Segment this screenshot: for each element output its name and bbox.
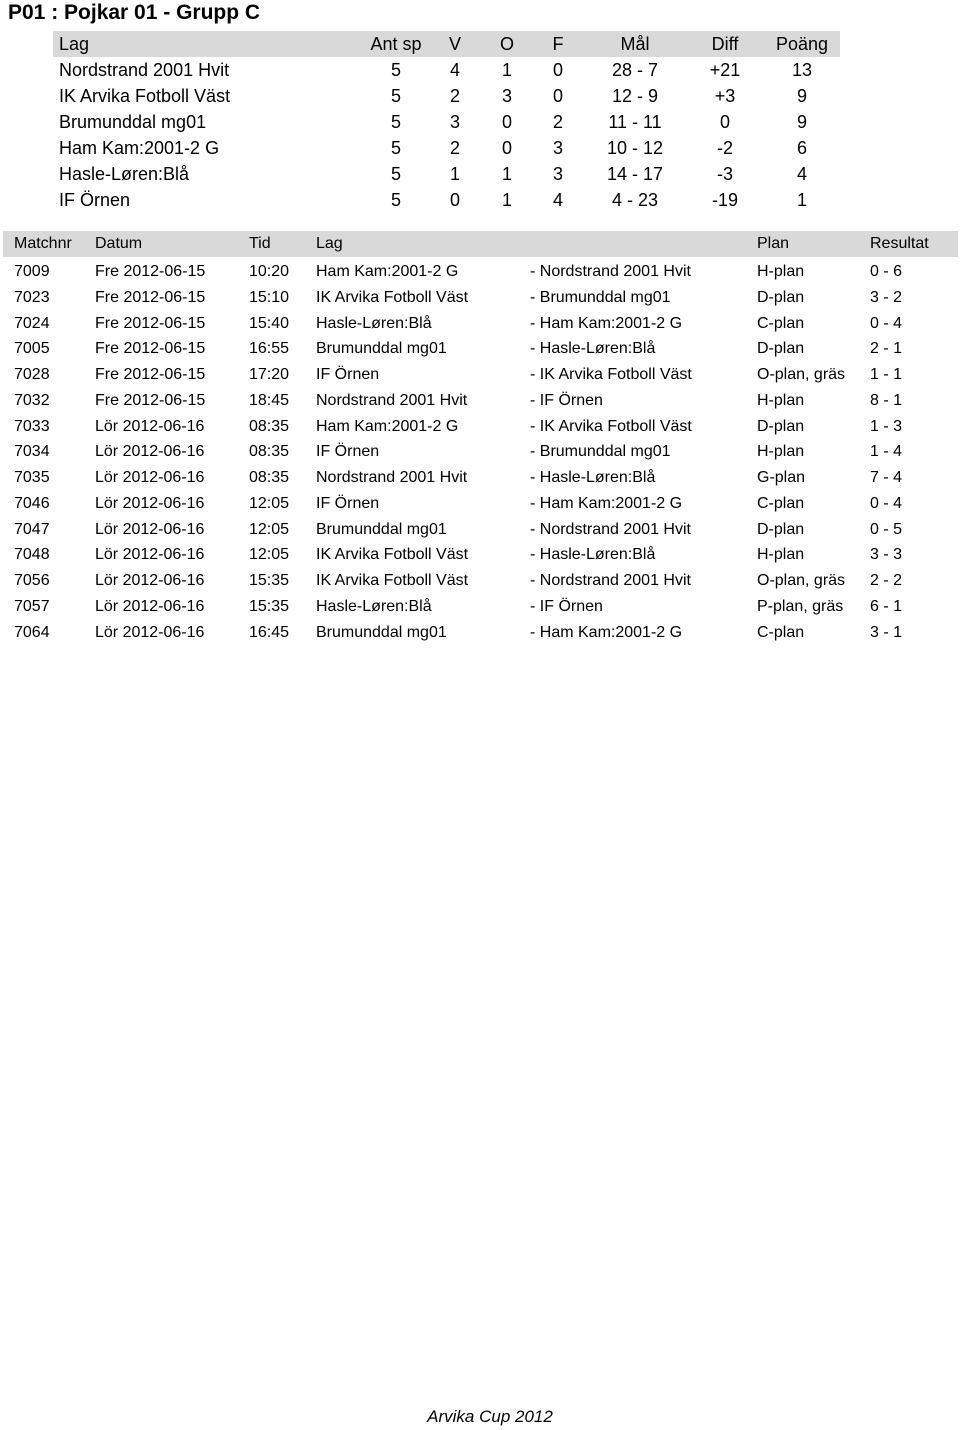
match-cell-away: - Nordstrand 2001 Hvit xyxy=(530,572,691,589)
match-cell-home: Hasle-Løren:Blå xyxy=(316,314,432,332)
match-cell-resultat: 0 - 6 xyxy=(870,263,903,280)
match-cell-datum: Lör 2012-06-16 xyxy=(95,572,205,589)
standings-cell-mal: 10 - 12 xyxy=(606,138,664,158)
match-cell-plan: G-plan xyxy=(757,469,806,486)
match-cell-tid: 12:05 xyxy=(249,520,290,538)
match-cell-resultat: 0 - 5 xyxy=(870,520,903,538)
match-cell-tid: 15:40 xyxy=(249,314,290,332)
match-cell-datum: Lör 2012-06-16 xyxy=(95,443,205,461)
match-cell-datum: Fre 2012-06-15 xyxy=(95,314,206,332)
match-cell-datum: Lör 2012-06-16 xyxy=(95,623,205,641)
match-cell-away: - Nordstrand 2001 Hvit xyxy=(530,263,691,280)
standings-cell-v: 2 xyxy=(449,86,460,106)
standings-cell-poang: 9 xyxy=(796,86,807,106)
match-cell-datum: Fre 2012-06-15 xyxy=(95,288,206,306)
standings-cell-poang: 4 xyxy=(796,164,807,184)
standings-cell-o: 3 xyxy=(501,86,512,106)
match-cell-matchnr: 7048 xyxy=(14,546,50,564)
standings-cell-v: 0 xyxy=(449,190,460,210)
standings-header-ant_sp: Ant sp xyxy=(370,34,422,54)
match-cell-resultat: 3 - 3 xyxy=(870,546,903,564)
match-cell-resultat: 2 - 1 xyxy=(870,340,903,358)
match-cell-home: Brumunddal mg01 xyxy=(316,340,447,358)
match-cell-away: - IF Örnen xyxy=(530,391,603,409)
match-cell-home: Ham Kam:2001-2 G xyxy=(316,417,459,435)
match-cell-tid: 08:35 xyxy=(249,469,290,486)
matches-header-resultat: Resultat xyxy=(870,235,929,252)
match-cell-resultat: 1 - 4 xyxy=(870,443,903,461)
match-cell-plan: C-plan xyxy=(757,494,805,512)
match-cell-plan: D-plan xyxy=(757,288,805,306)
match-cell-plan: D-plan xyxy=(757,417,805,435)
match-cell-away: - Hasle-Løren:Blå xyxy=(530,340,656,358)
match-cell-home: Brumunddal mg01 xyxy=(316,520,447,538)
standings-cell-ant_sp: 5 xyxy=(390,112,401,132)
standings-cell-ant_sp: 5 xyxy=(390,60,401,80)
match-cell-away: - IK Arvika Fotboll Väst xyxy=(530,417,692,435)
match-cell-matchnr: 7024 xyxy=(14,314,50,332)
match-cell-resultat: 2 - 2 xyxy=(870,572,903,589)
match-cell-matchnr: 7046 xyxy=(14,494,50,512)
standings-cell-mal: 28 - 7 xyxy=(611,60,659,80)
standings-cell-o: 1 xyxy=(501,190,512,210)
match-cell-home: IK Arvika Fotboll Väst xyxy=(316,288,469,306)
match-cell-resultat: 1 - 3 xyxy=(870,417,903,435)
match-cell-away: - Brumunddal mg01 xyxy=(530,288,671,306)
match-cell-tid: 15:35 xyxy=(249,572,290,589)
match-cell-tid: 08:35 xyxy=(249,417,290,435)
match-cell-resultat: 0 - 4 xyxy=(870,494,903,512)
matches-header-tid: Tid xyxy=(249,235,271,252)
standings-cell-diff: -2 xyxy=(716,138,733,158)
match-cell-home: Ham Kam:2001-2 G xyxy=(316,263,459,280)
standings-cell-ant_sp: 5 xyxy=(390,190,401,210)
match-cell-home: IF Örnen xyxy=(316,494,380,512)
match-cell-tid: 15:10 xyxy=(249,288,290,306)
standings-cell-lag: Nordstrand 2001 Hvit xyxy=(59,60,230,80)
standings-cell-poang: 13 xyxy=(791,60,813,80)
match-cell-plan: O-plan, gräs xyxy=(757,366,846,383)
match-cell-matchnr: 7033 xyxy=(14,417,50,435)
match-cell-resultat: 6 - 1 xyxy=(870,597,903,615)
match-cell-datum: Lör 2012-06-16 xyxy=(95,520,205,538)
page-title: P01 : Pojkar 01 - Grupp C xyxy=(8,1,261,24)
standings-cell-mal: 14 - 17 xyxy=(606,164,664,184)
match-cell-plan: H-plan xyxy=(757,391,805,409)
standings-cell-diff: +21 xyxy=(709,60,741,80)
match-cell-matchnr: 7057 xyxy=(14,597,50,615)
match-cell-away: - Hasle-Løren:Blå xyxy=(530,546,656,564)
match-cell-matchnr: 7028 xyxy=(14,366,50,383)
standings-cell-f: 4 xyxy=(552,190,563,210)
standings-cell-lag: Hasle-Løren:Blå xyxy=(59,164,190,184)
match-cell-datum: Fre 2012-06-15 xyxy=(95,366,206,383)
match-cell-away: - Ham Kam:2001-2 G xyxy=(530,494,683,512)
match-cell-home: IK Arvika Fotboll Väst xyxy=(316,546,469,564)
matches-header-datum: Datum xyxy=(95,235,143,252)
standings-cell-ant_sp: 5 xyxy=(390,164,401,184)
standings-cell-lag: IK Arvika Fotboll Väst xyxy=(59,86,231,106)
standings-header-diff: Diff xyxy=(711,34,739,54)
standings-cell-ant_sp: 5 xyxy=(390,86,401,106)
match-cell-plan: D-plan xyxy=(757,520,805,538)
match-cell-datum: Fre 2012-06-15 xyxy=(95,340,206,358)
standings-cell-f: 0 xyxy=(552,60,563,80)
standings-cell-o: 0 xyxy=(501,112,512,132)
standings-cell-f: 2 xyxy=(552,112,563,132)
match-cell-datum: Fre 2012-06-15 xyxy=(95,391,206,409)
standings-cell-mal: 11 - 11 xyxy=(608,112,662,132)
standings-cell-lag: IF Örnen xyxy=(59,190,131,210)
match-cell-matchnr: 7009 xyxy=(14,263,50,280)
match-cell-home: IF Örnen xyxy=(316,366,380,383)
match-cell-datum: Lör 2012-06-16 xyxy=(95,597,205,615)
match-cell-tid: 15:35 xyxy=(249,597,290,615)
match-cell-away: - Ham Kam:2001-2 G xyxy=(530,623,683,641)
standings-cell-lag: Ham Kam:2001-2 G xyxy=(59,138,220,158)
standings-cell-v: 4 xyxy=(449,60,460,80)
standings-cell-diff: +3 xyxy=(714,86,736,106)
match-cell-plan: C-plan xyxy=(757,314,805,332)
footer-text: Arvika Cup 2012 xyxy=(427,1407,553,1426)
match-cell-datum: Lör 2012-06-16 xyxy=(95,469,205,486)
match-cell-home: Hasle-Løren:Blå xyxy=(316,597,432,615)
match-cell-home: Nordstrand 2001 Hvit xyxy=(316,391,468,409)
match-cell-plan: D-plan xyxy=(757,340,805,358)
standings-cell-diff: 0 xyxy=(719,112,730,132)
match-cell-matchnr: 7032 xyxy=(14,391,50,409)
match-cell-matchnr: 7023 xyxy=(14,288,50,306)
standings-cell-v: 2 xyxy=(449,138,460,158)
match-cell-away: - Nordstrand 2001 Hvit xyxy=(530,520,691,538)
match-cell-plan: H-plan xyxy=(757,263,805,280)
match-cell-away: - Hasle-Løren:Blå xyxy=(530,469,656,486)
match-cell-tid: 12:05 xyxy=(249,546,290,564)
match-cell-datum: Lör 2012-06-16 xyxy=(95,494,205,512)
match-cell-tid: 16:55 xyxy=(249,340,290,358)
standings-cell-f: 3 xyxy=(552,164,563,184)
match-cell-plan: O-plan, gräs xyxy=(757,572,846,589)
match-cell-home: Nordstrand 2001 Hvit xyxy=(316,469,468,486)
standings-header-poang: Poäng xyxy=(775,34,829,54)
standings-cell-mal: 4 - 23 xyxy=(611,190,659,210)
standings-cell-poang: 6 xyxy=(796,138,807,158)
matches-header-matchnr: Matchnr xyxy=(14,235,72,252)
standings-cell-o: 1 xyxy=(501,60,512,80)
match-cell-tid: 16:45 xyxy=(249,623,290,641)
match-cell-tid: 18:45 xyxy=(249,391,290,409)
match-cell-tid: 12:05 xyxy=(249,494,290,512)
standings-cell-lag: Brumunddal mg01 xyxy=(59,112,207,132)
matches-header-plan: Plan xyxy=(757,235,790,252)
match-cell-matchnr: 7034 xyxy=(14,443,50,461)
standings-cell-diff: -3 xyxy=(716,164,733,184)
standings-cell-o: 1 xyxy=(501,164,512,184)
match-cell-plan: H-plan xyxy=(757,443,805,461)
match-cell-tid: 17:20 xyxy=(249,366,290,383)
match-cell-matchnr: 7064 xyxy=(14,623,50,641)
match-cell-away: - IF Örnen xyxy=(530,597,603,615)
standings-cell-poang: 1 xyxy=(796,190,807,210)
match-cell-matchnr: 7056 xyxy=(14,572,50,589)
standings-cell-poang: 9 xyxy=(796,112,807,132)
match-cell-away: - Ham Kam:2001-2 G xyxy=(530,314,683,332)
match-cell-datum: Lör 2012-06-16 xyxy=(95,417,205,435)
match-cell-resultat: 1 - 1 xyxy=(870,366,903,383)
match-cell-resultat: 3 - 1 xyxy=(870,623,903,641)
match-cell-home: IF Örnen xyxy=(316,443,380,461)
match-cell-resultat: 0 - 4 xyxy=(870,314,903,332)
match-cell-tid: 10:20 xyxy=(249,263,290,280)
standings-cell-v: 3 xyxy=(449,112,460,132)
standings-cell-diff: -19 xyxy=(711,190,738,210)
matches-header-lag: Lag xyxy=(316,235,343,252)
match-cell-matchnr: 7035 xyxy=(14,469,50,486)
match-cell-plan: H-plan xyxy=(757,546,805,564)
match-cell-plan: P-plan, gräs xyxy=(757,597,844,615)
match-cell-resultat: 3 - 2 xyxy=(870,288,903,306)
standings-cell-f: 3 xyxy=(552,138,563,158)
standings-header-f: F xyxy=(552,34,564,54)
standings-cell-f: 0 xyxy=(552,86,563,106)
standings-header-lag: Lag xyxy=(59,34,90,54)
match-cell-home: IK Arvika Fotboll Väst xyxy=(316,572,469,589)
standings-cell-mal: 12 - 9 xyxy=(611,86,659,106)
match-cell-home: Brumunddal mg01 xyxy=(316,623,447,641)
match-cell-datum: Fre 2012-06-15 xyxy=(95,263,206,280)
match-cell-resultat: 8 - 1 xyxy=(870,391,903,409)
match-cell-resultat: 7 - 4 xyxy=(870,469,903,486)
match-cell-away: - IK Arvika Fotboll Väst xyxy=(530,366,692,383)
match-cell-plan: C-plan xyxy=(757,623,805,641)
match-cell-matchnr: 7005 xyxy=(14,340,50,358)
match-cell-away: - Brumunddal mg01 xyxy=(530,443,671,461)
standings-header-o: O xyxy=(499,34,514,54)
standings-cell-ant_sp: 5 xyxy=(390,138,401,158)
standings-cell-o: 0 xyxy=(501,138,512,158)
standings-cell-v: 1 xyxy=(449,164,460,184)
match-cell-tid: 08:35 xyxy=(249,443,290,461)
match-cell-matchnr: 7047 xyxy=(14,520,50,538)
standings-header-v: V xyxy=(448,34,461,54)
standings-header-mal: Mål xyxy=(620,34,650,54)
match-cell-datum: Lör 2012-06-16 xyxy=(95,546,205,564)
